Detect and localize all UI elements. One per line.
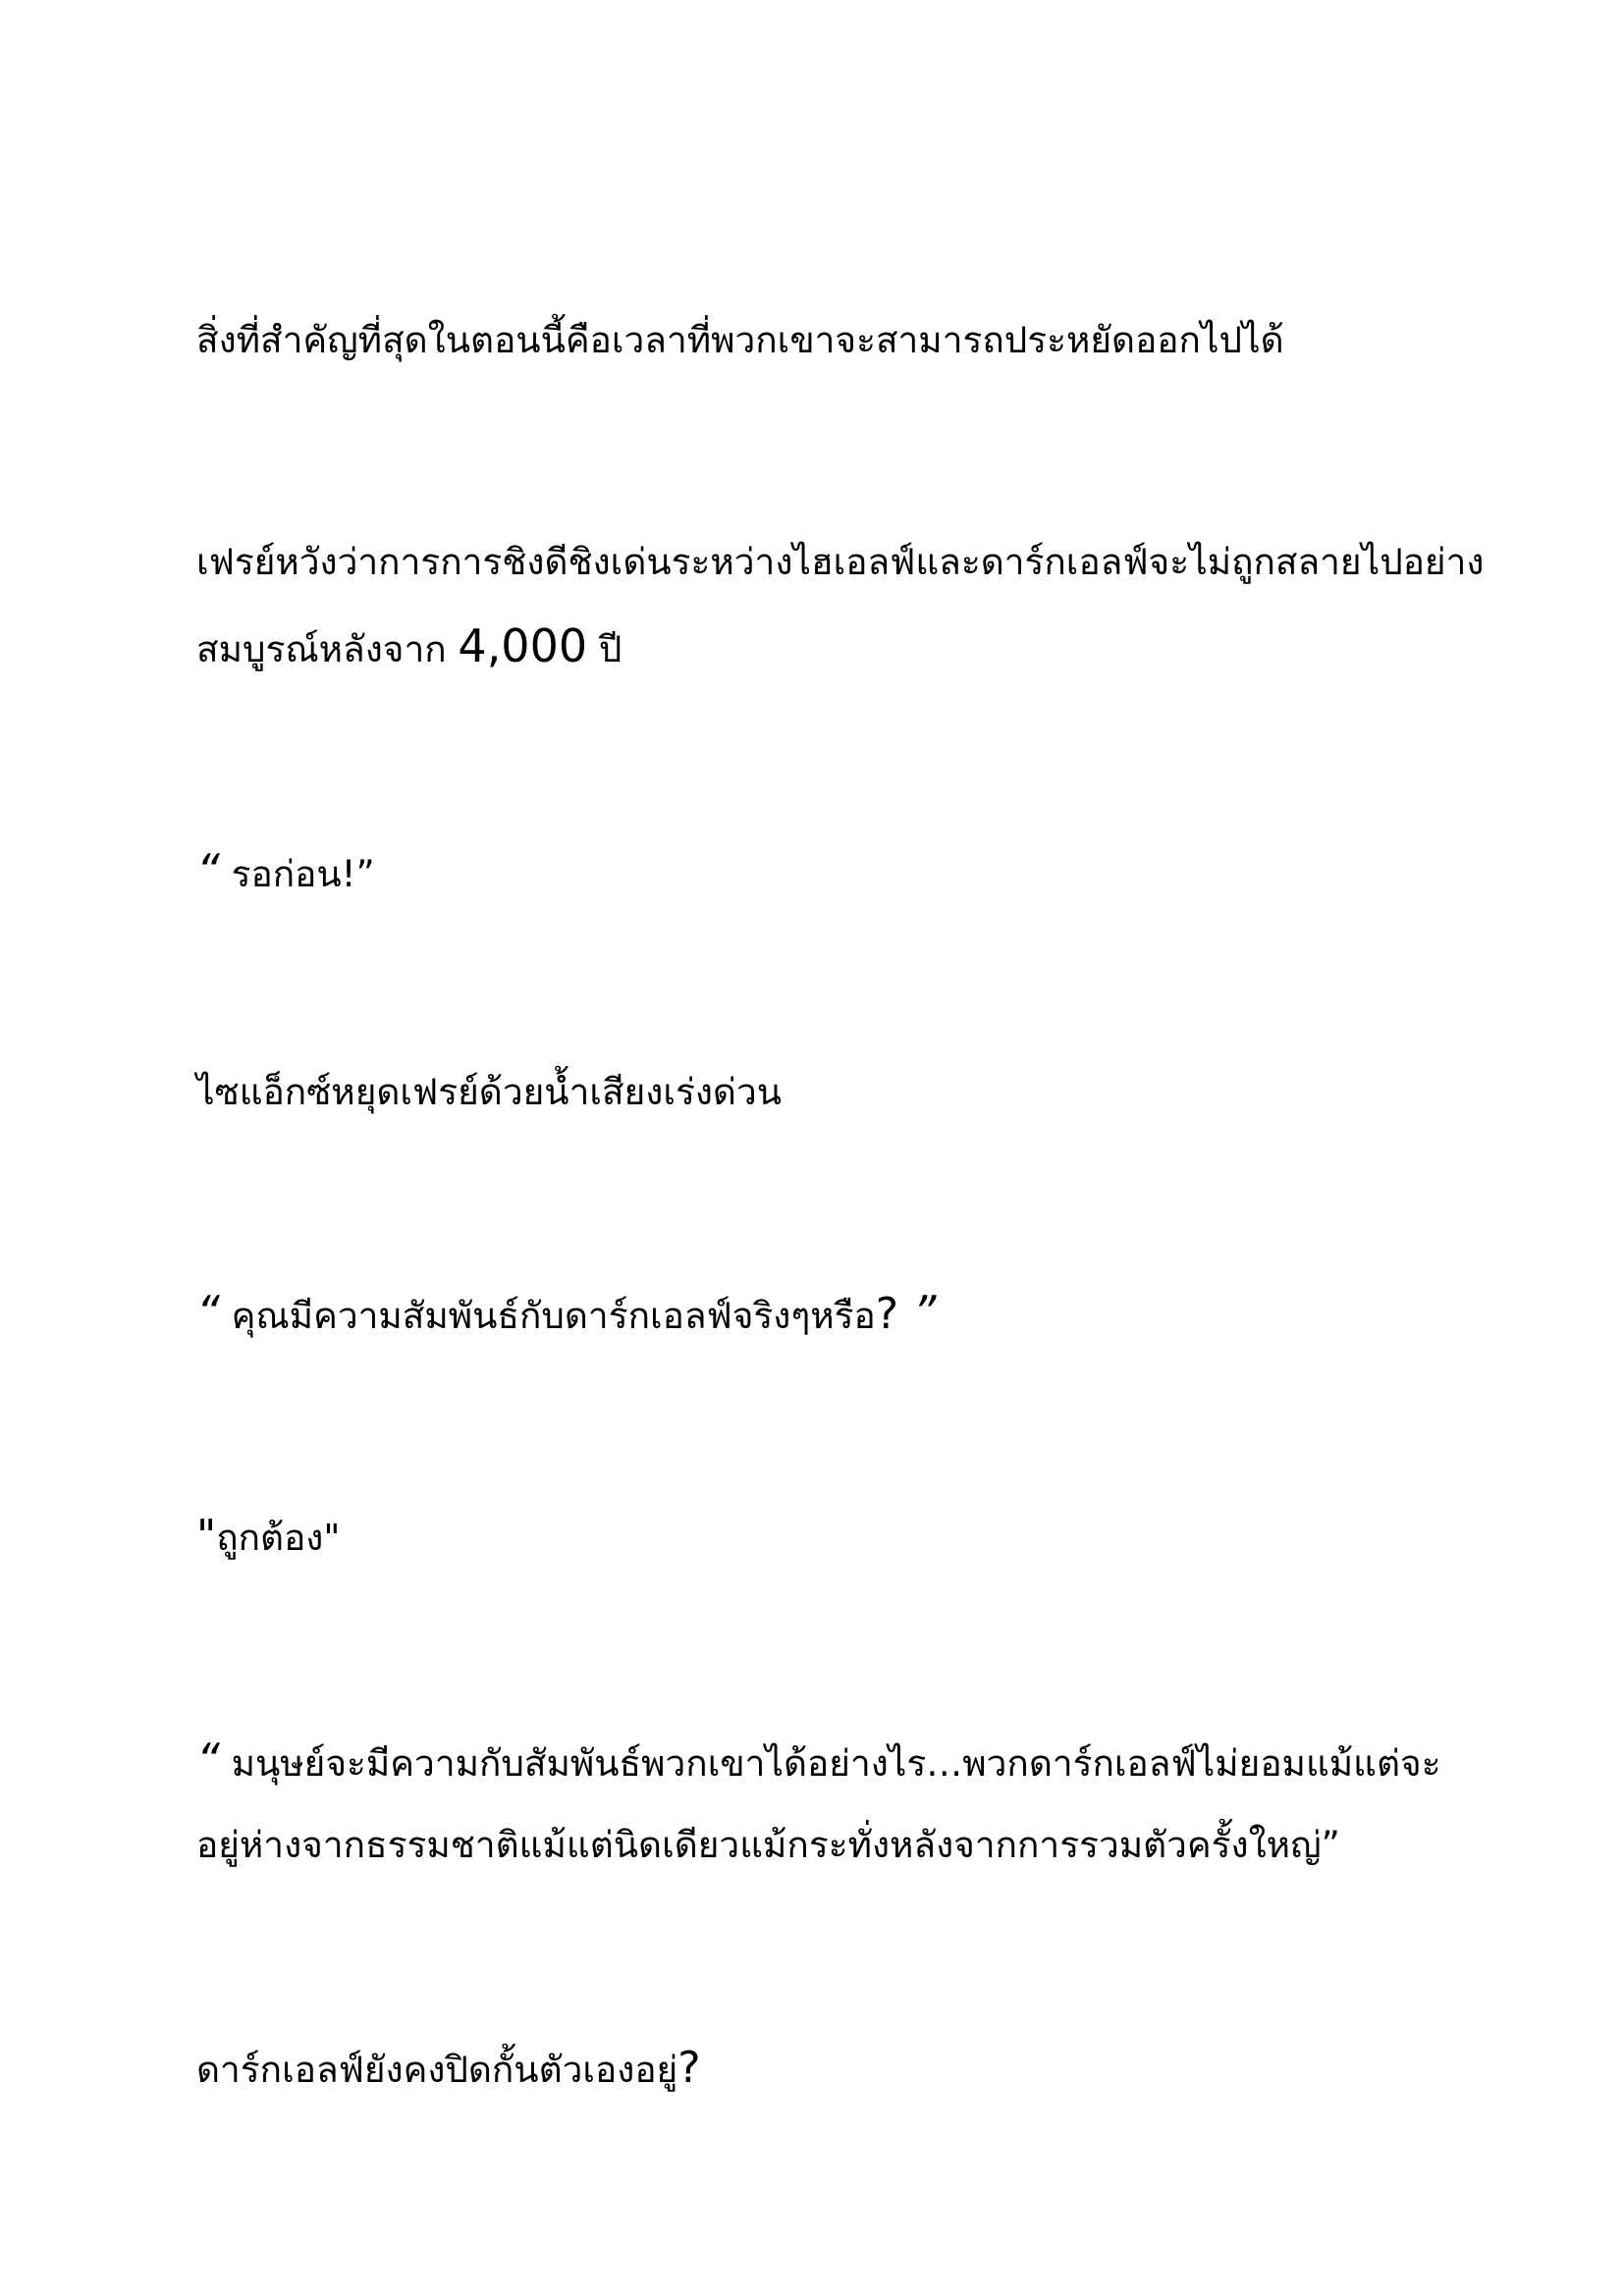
paragraph-2-line-1 [196,538,1484,587]
paragraph-5 [196,1288,937,1341]
paragraph-text: สิ่งที่สำคัญที่สุดในตอนนี้คือเวลาที่พวกเขาจะสามารถประหยัดออกไปได้ [196,319,1284,361]
paragraph-text: อยู่ห่างจากธรรมชาติแม้แต่นิดเดียวแม้กระทั่งหลังจากการรวมตัวครั้งใหญ่” [196,1824,1340,1866]
close-quote: ” [898,1286,937,1339]
year-number: 4,000 [458,619,588,672]
paragraph-text: มนุษย์จะมีความกับสัมพันธ์พวกเขาได้อย่างไร…พวกดาร์กเอลฟ์ไม่ยอมแม้แต่จะ [219,1742,1441,1785]
paragraph-text: ไซแอ็กซ์หยุดเฟรย์ด้วยน้ำเสียงเร่งด่วน [196,1071,783,1113]
paragraph-3 [196,846,375,899]
paragraph-1 [196,316,1284,365]
open-quote: “ [196,1734,220,1787]
paragraph-6 [196,1512,340,1563]
paragraph-8 [196,2044,701,2095]
open-quote: " [196,1511,217,1561]
paragraph-text: ปี [587,628,623,670]
question-mark: ? [677,2043,701,2093]
paragraph-7-line-1 [196,1735,1441,1789]
paragraph-4 [196,1068,782,1117]
paragraph-text: เฟรย์หวังว่าการการชิงดีชิงเด่นระหว่างไฮเอลฟ์และดาร์กเอลฟ์จะไม่ถูกสลายไปอย่าง [196,541,1485,583]
question-mark: ? [875,1289,899,1339]
open-quote: “ [196,844,220,897]
paragraph-2-line-2 [196,621,622,674]
paragraph-text: สมบูรณ์หลังจาก [196,628,459,670]
paragraph-text: รอก่อน!” [219,853,375,895]
paragraph-text: ดาร์กเอลฟ์ยังคงปิดกั้นตัวเองอยู่ [196,2049,678,2091]
paragraph-text: ถูกต้อง" [216,1517,341,1559]
paragraph-text: คุณมีความสัมพันธ์กับดาร์กเอลฟ์จริงๆหรือ [219,1295,876,1337]
paragraph-7-line-2 [196,1821,1340,1870]
open-quote: “ [196,1286,220,1339]
